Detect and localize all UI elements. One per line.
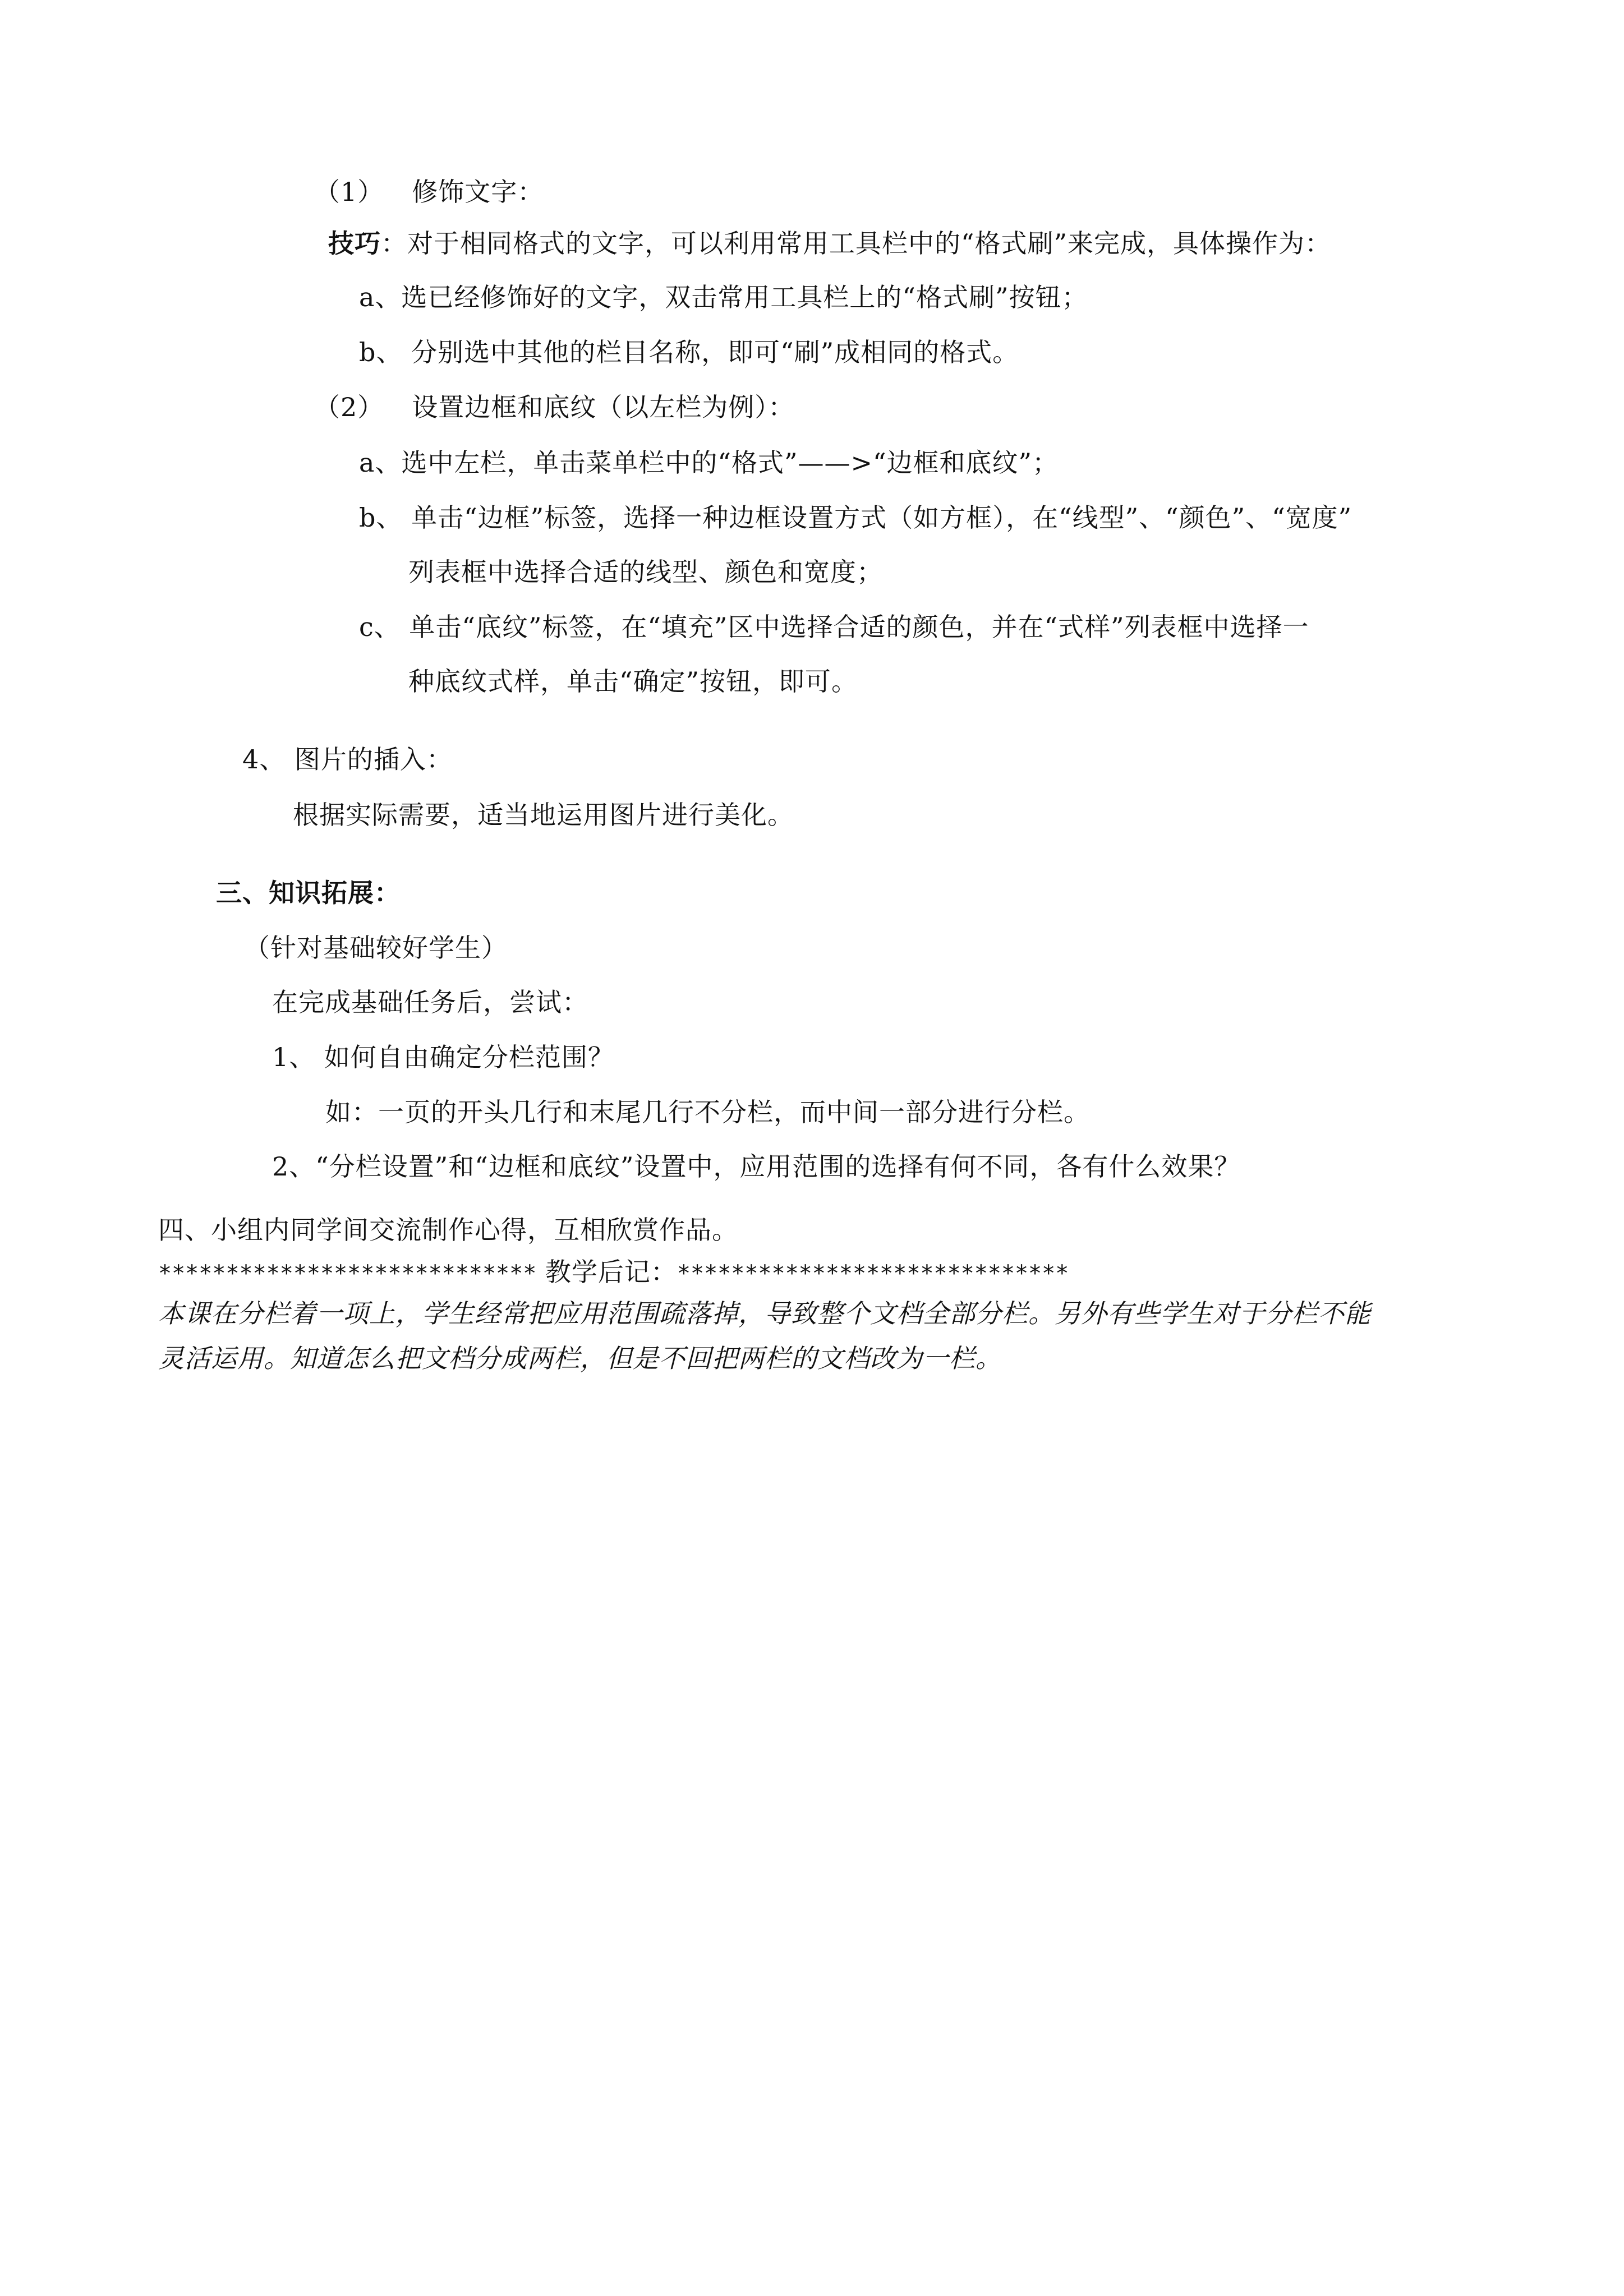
knowledge-target: （针对基础较好学生） xyxy=(244,933,508,963)
afterword-heading xyxy=(158,1255,1069,1290)
afterword-title: 教学后记： xyxy=(536,1257,677,1287)
item-2-number: （2） xyxy=(314,392,384,422)
section-four-heading: 四、小组内同学间交流制作心得，互相欣赏作品。 xyxy=(158,1215,738,1245)
border-step-b-line2: 列表框中选择合适的线型、颜色和宽度； xyxy=(408,557,883,587)
item-1-heading xyxy=(314,175,544,209)
picture-insert-text: 根据实际需要，适当地运用图片进行美化。 xyxy=(293,800,794,830)
picture-insert-heading: 4、 图片的插入： xyxy=(242,744,453,774)
tip-line xyxy=(328,227,1331,260)
afterword-stars-right: ***************************** xyxy=(677,1261,1069,1287)
question-1-example: 如：一页的开头几行和末尾几行不分栏，而中间一部分进行分栏。 xyxy=(325,1097,1090,1127)
afterword-line-1: 本课在分栏着一项上，学生经常把应用范围疏落掉，导致整个文档全部分栏。另外有些学生对于分栏不能 xyxy=(158,1298,1371,1329)
border-step-b-line1: b、 单击“边框”标签，选择一种边框设置方式（如方框），在“线型”、“颜色”、“宽度” xyxy=(359,502,1352,533)
tip-step-a: a、选已经修饰好的文字，双击常用工具栏上的“格式刷”按钮； xyxy=(359,282,1088,312)
shading-step-c-line2: 种底纹式样，单击“确定”按钮，即可。 xyxy=(408,666,858,697)
afterword-stars-left: **************************** xyxy=(158,1261,537,1287)
item-2-heading xyxy=(314,390,794,424)
knowledge-heading: 三、知识拓展： xyxy=(216,878,401,908)
afterword-line-2: 灵活运用。知道怎么把文档分成两栏，但是不回把两栏的文档改为一栏。 xyxy=(158,1343,1002,1373)
item-2-text: 设置边框和底纹（以左栏为例）： xyxy=(412,392,795,422)
item-1-number: （1） xyxy=(314,177,384,207)
question-1: 1、 如何自由确定分栏范围？ xyxy=(272,1042,614,1072)
knowledge-intro: 在完成基础任务后，尝试： xyxy=(272,987,588,1017)
tip-step-b: b、 分别选中其他的栏目名称，即可“刷”成相同的格式。 xyxy=(359,337,1019,367)
tip-label: 技巧 xyxy=(328,228,381,259)
question-2: 2、“分栏设置”和“边框和底纹”设置中，应用范围的选择有何不同，各有什么效果？ xyxy=(272,1151,1241,1182)
item-1-text: 修饰文字： xyxy=(412,177,544,207)
shading-step-c-line1: c、 单击“底纹”标签，在“填充”区中选择合适的颜色，并在“式样”列表框中选择一 xyxy=(359,612,1309,642)
tip-text: ：对于相同格式的文字，可以利用常用工具栏中的“格式刷”来完成，具体操作为： xyxy=(381,228,1332,259)
border-step-a: a、选中左栏，单击菜单栏中的“格式”——>“边框和底纹”； xyxy=(359,448,1059,478)
